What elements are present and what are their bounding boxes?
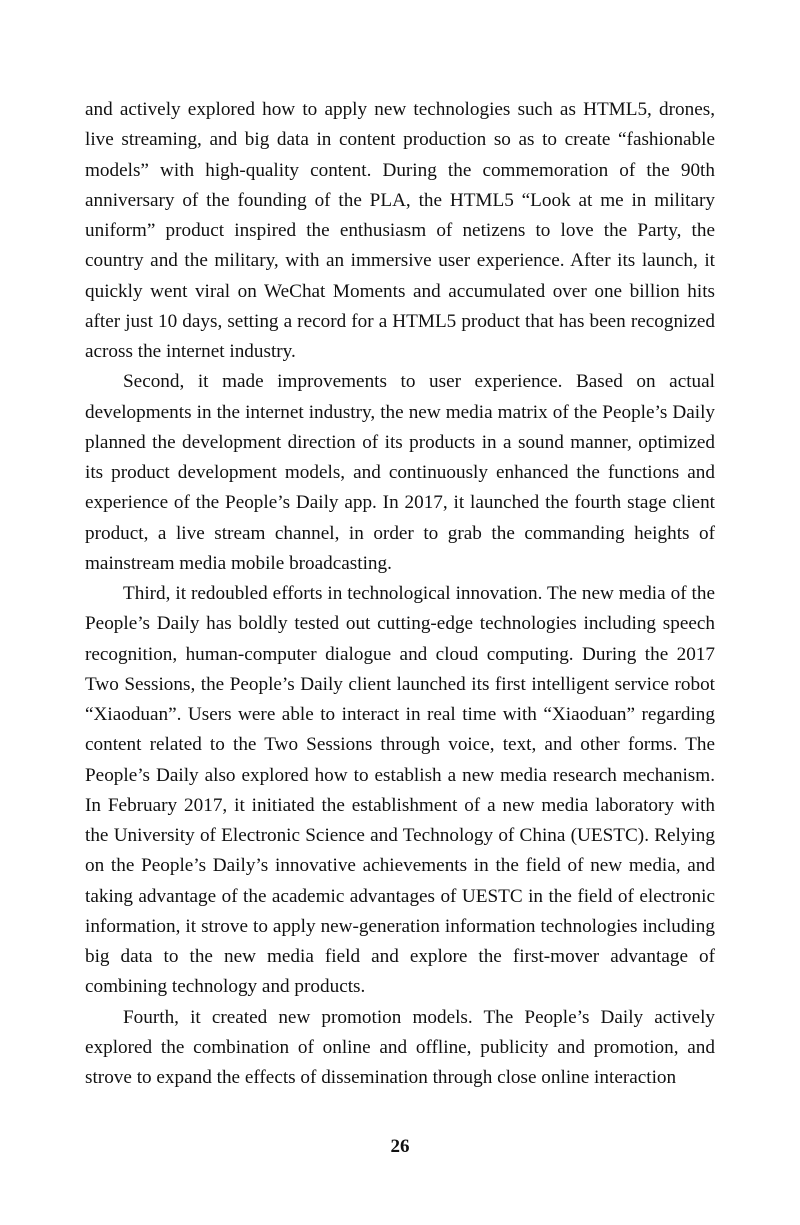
body-text xyxy=(85,95,715,1093)
paragraph-third: Third, it redoubled efforts in technological innovation. The new media of the People’s Daily has boldly tested out cutting-edge technologies including speech recognition, human-computer dialogue and cloud computing. During the 2017 Two Sessions, the People’s Daily client launched its first intelligent service robot “Xiaoduan”. Users were able to interact in real time with “Xiaoduan” regarding content related to the Two Sessions through voice, text, and other forms. The People’s Daily also explored how to establish a new media research mechanism. In February 2017, it initiated the establishment of a new media laboratory with the University of Electronic Science and Technology of China (UESTC). Relying on the People’s Daily’s innovative achievements in the field of new media, and taking advantage of the academic advantages of UESTC in the field of electronic information, it strove to apply new-generation information technologies including big data to the new media field and explore the first-mover advantage of combining technology and products. xyxy=(85,583,715,998)
paragraph-continued: and actively explored how to apply new technologies such as HTML5, drones, live streaming, and big data in content production so as to create “fashionable models” with high-quality content. During the commemoration of the 90th anniversary of the founding of the PLA, the HTML5 “Look at me in military uniform” product inspired the enthusiasm of netizens to love the Party, the country and the military, with an immersive user experience. After its launch, it quickly went viral on WeChat Moments and accumulated over one billion hits after just 10 days, setting a record for a HTML5 product that has been recognized across the internet industry. xyxy=(85,99,715,362)
page-number: 26 xyxy=(390,1136,410,1157)
paragraph-second: Second, it made improvements to user experience. Based on actual developments in the internet industry, the new media matrix of the People’s Daily planned the development direction of its products in a sound manner, optimized its product development models, and continuously enhanced the functions and experience of the People’s Daily app. In 2017, it launched the fourth stage client product, a live stream channel, in order to grab the commanding heights of mainstream media mobile broadcasting. xyxy=(85,371,715,574)
paragraph-fourth: Fourth, it created new promotion models. The People’s Daily actively explored the combination of online and offline, publicity and promotion, and strove to expand the effects of dissemination through close online interaction xyxy=(85,1006,715,1088)
